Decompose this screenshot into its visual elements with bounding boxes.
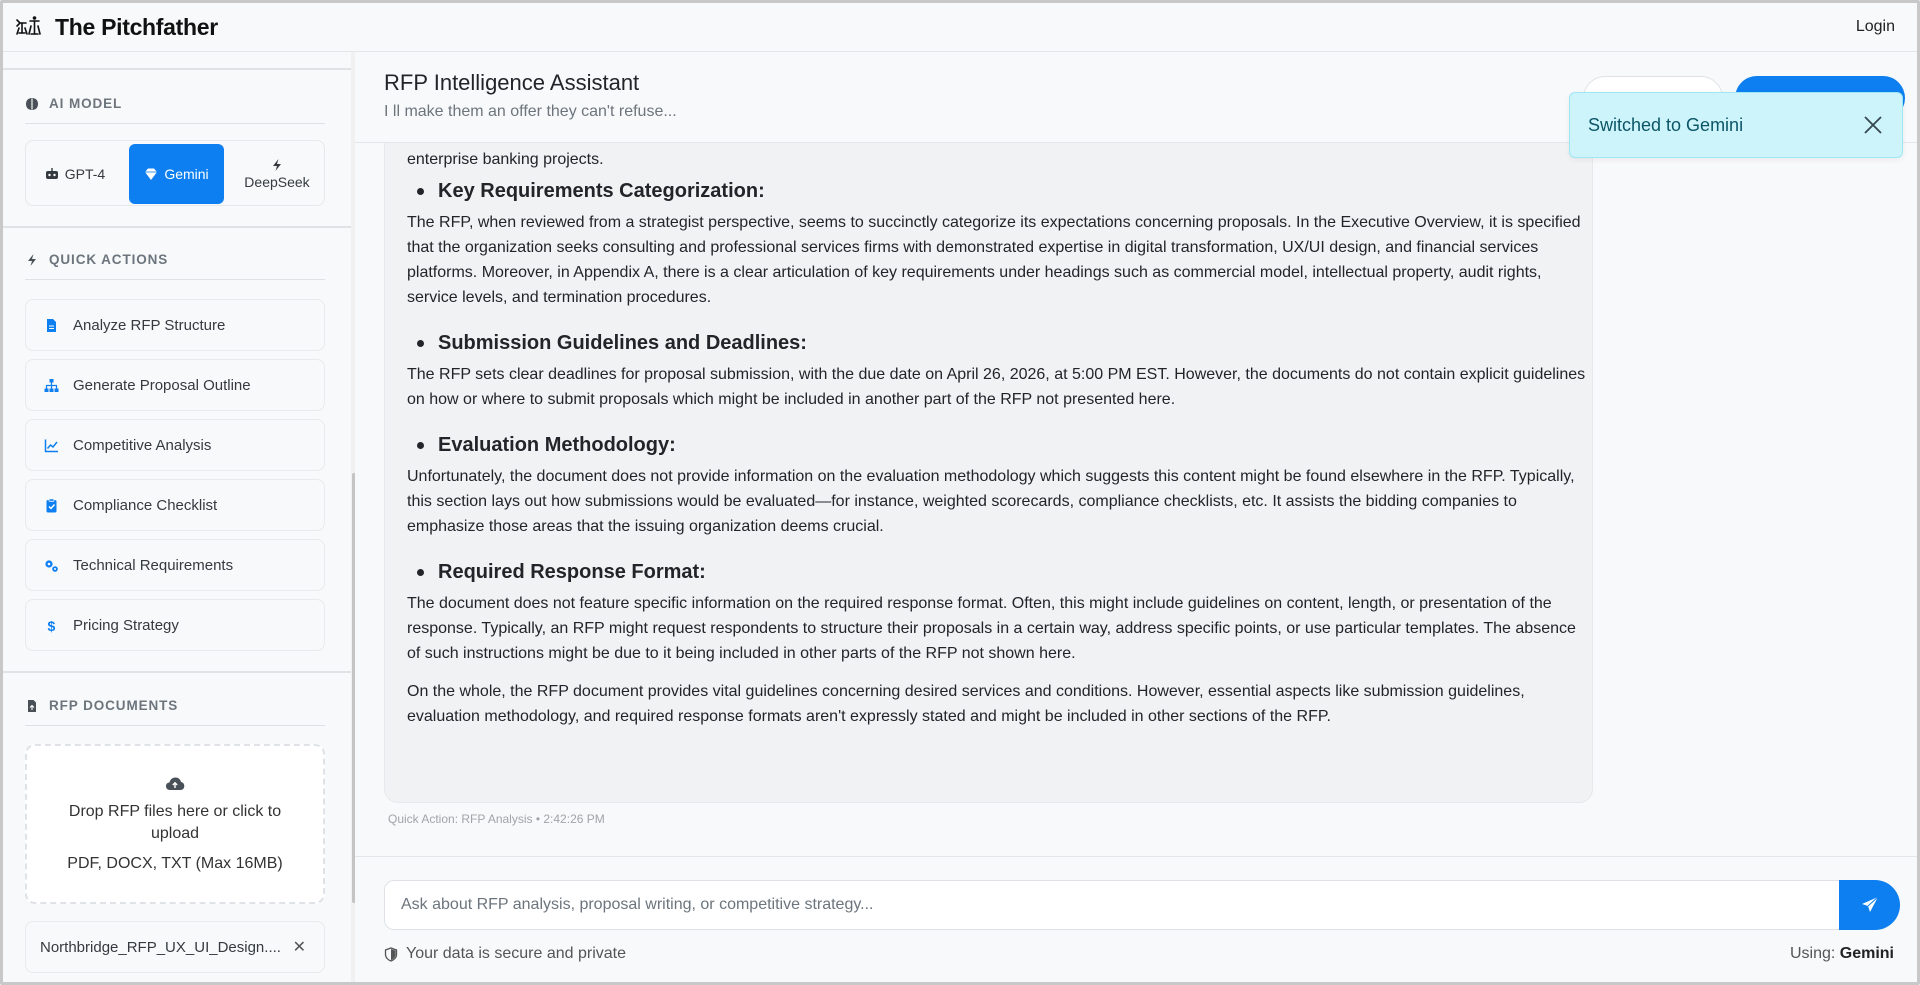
message-section — [407, 434, 1587, 539]
file-dropzone[interactable] — [25, 744, 325, 904]
section-body: The RFP sets clear deadlines for proposal submission, with the due date on April 26, 2026, at 5:00 PM EST. However, the documents do not contain explicit guidelines on how or where to submit proposals which might be included in another part of the RFP not presented here. — [407, 366, 1586, 408]
quick-action-label: Competitive Analysis — [73, 436, 212, 454]
robot-icon — [45, 167, 59, 181]
security-note-text: Your data is secure and private — [406, 945, 626, 962]
active-model-indicator — [1790, 945, 1894, 963]
dropzone-text: Drop RFP files here or click to upload — [68, 803, 282, 842]
section-heading: Required Response Format: — [407, 561, 1587, 584]
sidebar — [3, 52, 352, 985]
ai-model-header — [25, 96, 122, 111]
model-gemini-button[interactable] — [129, 144, 224, 204]
clipboard-check-icon — [44, 498, 59, 513]
sidebar-divider — [3, 68, 352, 70]
quick-action-analyze-rfp[interactable] — [25, 299, 325, 351]
message-section — [407, 332, 1587, 412]
quick-actions-title: QUICK ACTIONS — [49, 252, 169, 267]
model-label: DeepSeek — [244, 174, 310, 190]
chat-messages — [355, 143, 1917, 856]
section-body: The RFP, when reviewed from a strategist perspective, seems to succinctly categorize its expectations concerning proposals. In the Executive Overview, it is specified that the organization seeks consulting and professional services firms with demonstrated expertise in digital transformation, UX/UI design, and financial services platforms. Moreover, in Appendix A, there is a clear articulation of key requirements under headings such as commercial model, intellectual property, audit rights, service levels, and termination procedures. — [407, 214, 1581, 306]
brand-name: The Pitchfather — [55, 13, 218, 40]
page-subtitle: I ll make them an offer they can't refuse... — [384, 103, 677, 120]
page-title: RFP Intelligence Assistant — [384, 70, 640, 95]
message-section — [407, 180, 1587, 310]
model-label: GPT-4 — [64, 166, 106, 182]
quick-action-label: Technical Requirements — [73, 556, 234, 574]
pitchfather-logo-icon — [13, 12, 43, 42]
quick-action-proposal-outline[interactable] — [25, 359, 325, 411]
section-underline — [25, 725, 325, 726]
svg-text:$: $ — [47, 617, 56, 633]
dropzone-formats: PDF, DOCX, TXT (Max 16MB) — [67, 855, 283, 872]
gears-icon — [44, 558, 59, 573]
using-prefix: Using: — [1789, 945, 1836, 962]
gem-icon — [144, 167, 158, 181]
section-body: The document does not feature specific information on the required response format. Often, this might include guidelines on content, length, or presentation of the response. Typically, an RFP might request respondents to structure their proposals in a certain way, address specific points, or use particular templates. The absence of such instructions might be due to it being included in other parts of the RFP not shown here. — [407, 595, 1576, 662]
security-note — [384, 945, 626, 963]
sidebar-divider — [3, 671, 352, 673]
quick-action-label: Analyze RFP Structure — [73, 316, 226, 334]
sitemap-icon — [44, 378, 59, 393]
bolt-icon — [270, 158, 284, 172]
message-text: enterprise banking projects. — [407, 151, 604, 168]
quick-action-compliance-checklist[interactable] — [25, 479, 325, 531]
shield-icon — [384, 947, 398, 962]
bolt-icon — [25, 253, 39, 267]
brain-icon — [25, 97, 39, 111]
section-underline — [25, 123, 325, 124]
sidebar-divider — [3, 226, 352, 228]
model-label: Gemini — [164, 166, 209, 182]
section-heading: Evaluation Methodology: — [407, 434, 1587, 457]
quick-action-label: Pricing Strategy — [73, 616, 179, 634]
cloud-upload-icon — [165, 775, 185, 793]
message-meta: Quick Action: RFP Analysis • 2:42:26 PM — [388, 812, 605, 826]
uploaded-file-item[interactable] — [25, 921, 325, 973]
message-paragraph — [407, 679, 1587, 729]
using-model: Gemini — [1839, 945, 1894, 962]
remove-file-icon[interactable]: ✕ — [292, 939, 306, 956]
brand[interactable] — [13, 12, 218, 42]
rfp-documents-header — [25, 698, 178, 713]
quick-action-label: Compliance Checklist — [73, 496, 218, 514]
file-icon — [44, 318, 59, 333]
message-conclusion: On the whole, the RFP document provides vital guidelines concerning desired services and conditions. However, essential aspects like submission guidelines, evaluation methodology, and required response formats aren't expressly stated and might be included in other sections of the RFP. — [407, 683, 1525, 725]
close-icon[interactable] — [1862, 114, 1884, 136]
rfp-documents-title: RFP DOCUMENTS — [49, 698, 179, 713]
quick-action-pricing-strategy[interactable] — [25, 599, 325, 651]
quick-action-technical-requirements[interactable] — [25, 539, 325, 591]
top-navbar — [3, 3, 1917, 52]
dollar-icon — [44, 618, 59, 633]
section-underline — [25, 279, 325, 280]
paper-plane-icon — [1861, 896, 1879, 914]
file-upload-icon — [25, 699, 39, 713]
quick-action-competitive-analysis[interactable] — [25, 419, 325, 471]
section-heading: Key Requirements Categorization: — [407, 180, 1587, 203]
send-button[interactable] — [1839, 880, 1900, 930]
message-composer — [355, 856, 1917, 985]
model-deepseek-button[interactable] — [231, 144, 323, 204]
quick-action-label: Generate Proposal Outline — [73, 376, 251, 394]
toast-notification — [1569, 92, 1903, 158]
line-chart-icon — [44, 438, 59, 453]
quick-actions-header — [25, 252, 168, 267]
model-gpt4-button[interactable] — [29, 144, 121, 204]
ai-model-title: AI MODEL — [49, 96, 123, 111]
login-link[interactable]: Login — [1855, 18, 1895, 35]
message-section — [407, 561, 1587, 666]
section-body: Unfortunately, the document does not provide information on the evaluation methodology which suggests this content might be found elsewhere in the RFP. Typically, this section lays out how submissions would be evaluated—for instance, weighted scorecards, compliance checklists, etc. It assists the bidding companies to emphasize those areas that the issuing organization deems crucial. — [407, 468, 1575, 535]
toast-message: Switched to Gemini — [1588, 114, 1744, 135]
section-heading: Submission Guidelines and Deadlines: — [407, 332, 1587, 355]
model-selector — [25, 140, 325, 206]
file-name: Northbridge_RFP_UX_UI_Design.... — [40, 938, 281, 956]
chat-input[interactable] — [384, 880, 1844, 930]
message-paragraph — [407, 147, 1587, 172]
